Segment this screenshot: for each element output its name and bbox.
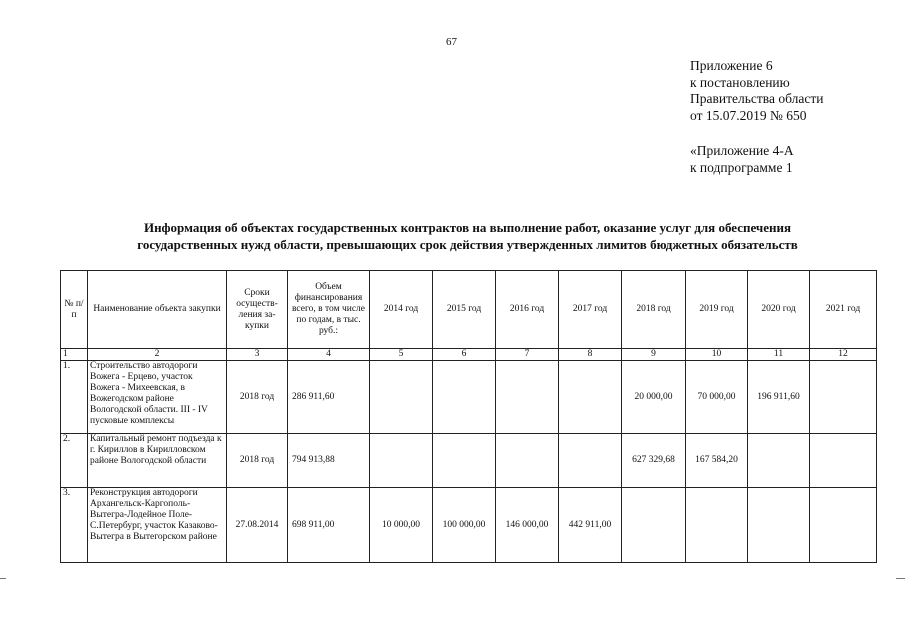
amount-2017-cell [559, 434, 622, 488]
term-cell: 27.08.2014 [227, 488, 288, 563]
appendix-line: к постановлению [690, 74, 790, 90]
header-cell-term: Сроки осуществ-ления за-купки [227, 271, 288, 349]
amount-2016-cell: 146 000,00 [496, 488, 559, 563]
appendix-subline: к подпрограмме 1 [690, 159, 793, 175]
header-cell-2019: 2019 год [686, 271, 748, 349]
amount-2021-cell [810, 361, 877, 434]
object-name-cell: Реконструкция автодороги Архангельск-Каргополь-Вытегра-Лодейное Поле-С.Петербург, участок Казаково-Вытегра в Вытегорском районе [88, 488, 227, 563]
contracts-table [60, 270, 877, 563]
column-number-cell: 1 [61, 349, 88, 361]
table-row [61, 434, 877, 488]
appendix-reference [690, 58, 823, 176]
amount-2016-cell [496, 361, 559, 434]
term-cell: 2018 год [227, 361, 288, 434]
row-number-cell: 1. [61, 361, 88, 434]
column-number-row [61, 349, 877, 361]
header-cell-volume: Объем финансирования всего, в том числе по годам, в тыс. руб.: [288, 271, 370, 349]
column-number-cell: 11 [748, 349, 810, 361]
column-number-cell: 8 [559, 349, 622, 361]
header-cell-2018: 2018 год [622, 271, 686, 349]
term-cell: 2018 год [227, 434, 288, 488]
document-title [50, 219, 885, 253]
amount-2016-cell [496, 434, 559, 488]
document-title-line: государственных нужд области, превышающих срок действия утвержденных лимитов бюджетных обязательств [137, 237, 798, 252]
header-cell-2014: 2014 год [370, 271, 433, 349]
header-cell-number: № п/п [61, 271, 88, 349]
scan-margin-mark [0, 578, 6, 579]
object-name-cell: Строительство автодороги Вожега - Ерцево, участок Вожега - Михеевская, в Вожегодском районе Вологодской области. III - IV пусковые комплексы [88, 361, 227, 434]
amount-2019-cell: 167 584,20 [686, 434, 748, 488]
volume-cell: 698 911,00 [288, 488, 370, 563]
appendix-spacer [690, 124, 823, 143]
amount-2020-cell: 196 911,60 [748, 361, 810, 434]
amount-2019-cell [686, 488, 748, 563]
appendix-subline: «Приложение 4-А [690, 143, 794, 158]
amount-2021-cell [810, 488, 877, 563]
column-number-cell: 5 [370, 349, 433, 361]
column-number-cell: 12 [810, 349, 877, 361]
volume-cell: 794 913,88 [288, 434, 370, 488]
amount-2014-cell [370, 434, 433, 488]
page-number: 67 [446, 36, 457, 48]
column-number-cell: 7 [496, 349, 559, 361]
appendix-line: Правительства области [690, 91, 824, 106]
amount-2014-cell [370, 361, 433, 434]
header-cell-2016: 2016 год [496, 271, 559, 349]
scan-margin-mark [896, 578, 905, 579]
amount-2020-cell [748, 488, 810, 563]
amount-2018-cell: 20 000,00 [622, 361, 686, 434]
volume-cell: 286 911,60 [288, 361, 370, 434]
header-cell-2017: 2017 год [559, 271, 622, 349]
table-header-row [61, 271, 877, 349]
amount-2020-cell [748, 434, 810, 488]
column-number-cell: 3 [227, 349, 288, 361]
amount-2015-cell [433, 361, 496, 434]
document-title-line: Информация об объектах государственных контрактов на выполнение работ, оказание услуг для обеспечения [143, 220, 792, 235]
header-cell-2021: 2021 год [810, 271, 877, 349]
column-number-cell: 9 [622, 349, 686, 361]
amount-2018-cell: 627 329,68 [622, 434, 686, 488]
appendix-line: Приложение 6 [690, 58, 773, 73]
header-cell-2015: 2015 год [433, 271, 496, 349]
object-name-cell: Капитальный ремонт подъезда к г. Кириллов в Кирилловском районе Вологодской области [88, 434, 227, 488]
table-row [61, 488, 877, 563]
amount-2019-cell: 70 000,00 [686, 361, 748, 434]
column-number-cell: 10 [686, 349, 748, 361]
header-cell-name: Наименование объекта закупки [88, 271, 227, 349]
header-cell-2020: 2020 год [748, 271, 810, 349]
amount-2017-cell [559, 361, 622, 434]
amount-2021-cell [810, 434, 877, 488]
amount-2014-cell: 10 000,00 [370, 488, 433, 563]
amount-2017-cell: 442 911,00 [559, 488, 622, 563]
row-number-cell: 3. [61, 488, 88, 563]
column-number-cell: 6 [433, 349, 496, 361]
table-row [61, 361, 877, 434]
appendix-line: от 15.07.2019 № 650 [690, 107, 807, 123]
amount-2015-cell [433, 434, 496, 488]
column-number-cell: 4 [288, 349, 370, 361]
row-number-cell: 2. [61, 434, 88, 488]
amount-2015-cell: 100 000,00 [433, 488, 496, 563]
column-number-cell: 2 [88, 349, 227, 361]
amount-2018-cell [622, 488, 686, 563]
